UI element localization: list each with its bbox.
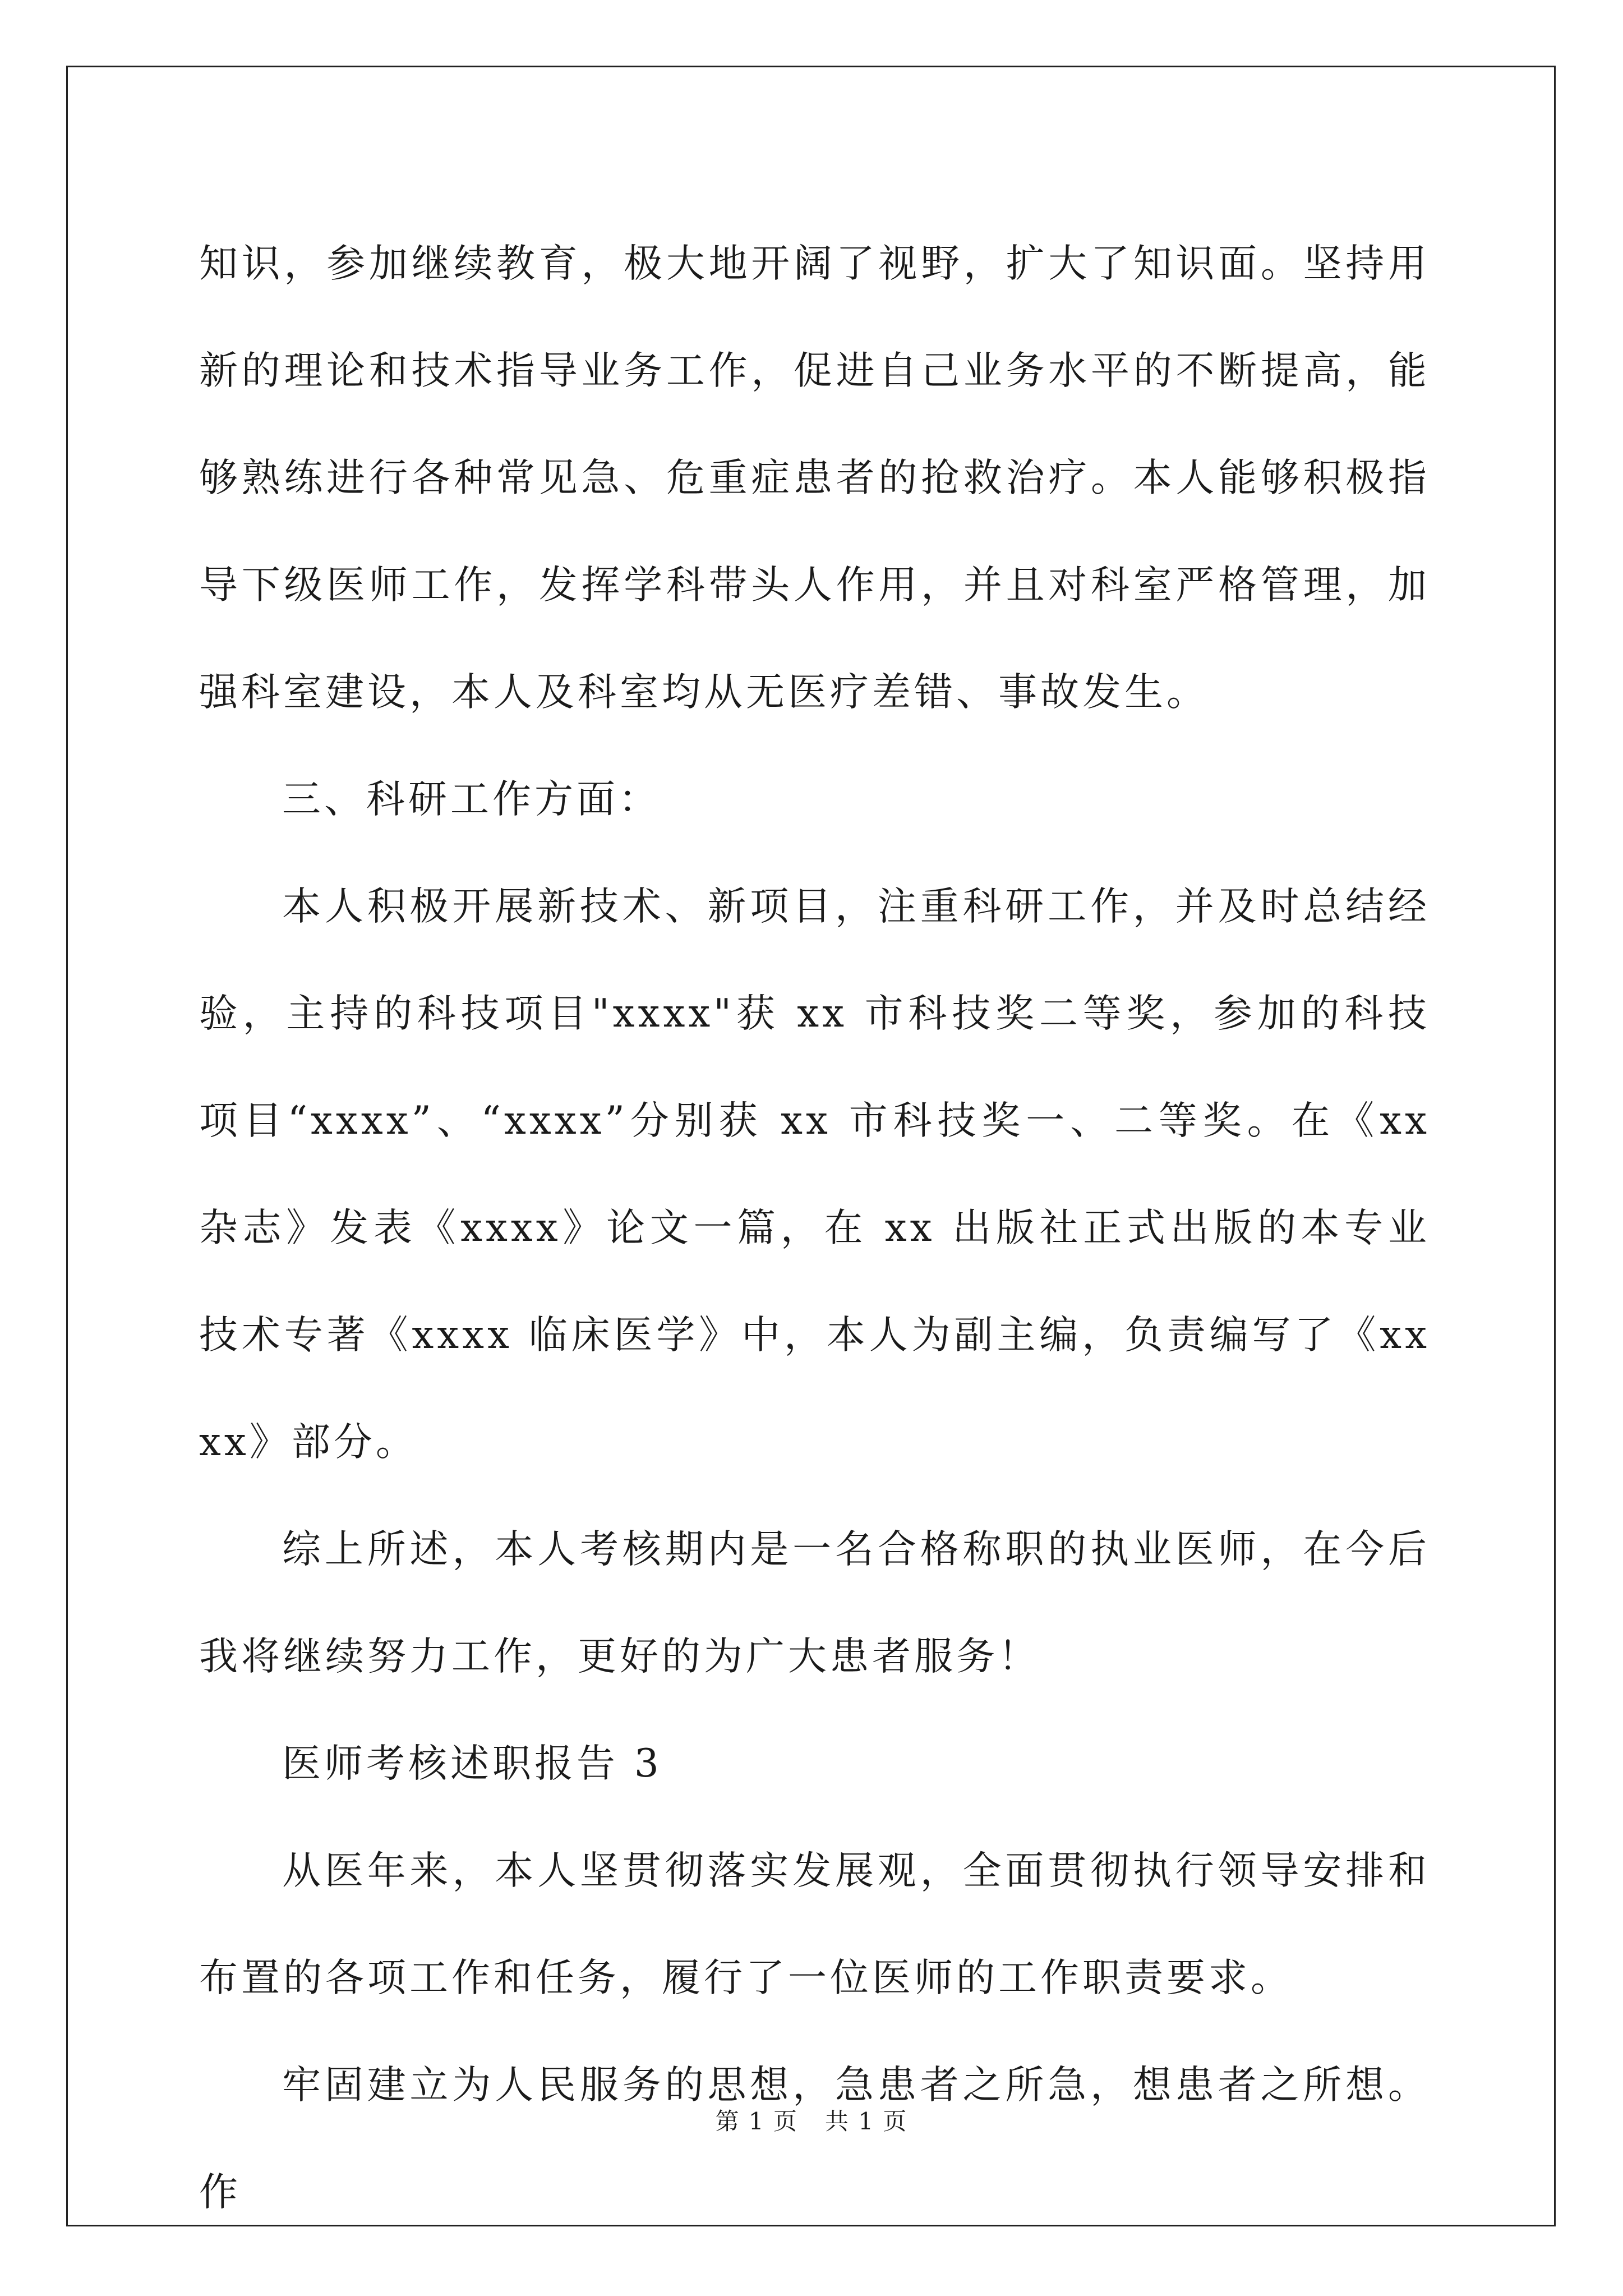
paragraph-service: 牢固建立为人民服务的思想，急患者之所急，想患者之所想。作 [199,2063,1430,2215]
paragraph-since-practice: 从医年来，本人坚贯彻落实发展观，全面贯彻执行领导安排和布置的各项工作和任务，履行了一位医师的工作职责要求。 [199,1848,1430,2000]
section-heading-research: 三、科研工作方面： [282,777,661,822]
page-footer [0,2105,1623,2138]
page-total: 共 1 页 [825,2108,908,2135]
paragraph-1: 知识，参加继续教育，极大地开阔了视野，扩大了知识面。坚持用新的理论和技术指导业务工作，促进自己业务水平的不断提高，能够熟练进行各种常见急、危重症患者的抢救治疗。本人能够积极指导下级医师工作，发挥学科带头人作用，并且对科室严格管理，加强科室建设，本人及科室均从无医疗差错、事故发生。 [199,241,1430,715]
page-number: 第 1 页 [715,2108,798,2135]
paragraph-summary: 综上所述，本人考核期内是一名合格称职的执业医师，在今后我将继续努力工作，更好的为广大患者服务！ [199,1527,1430,1679]
report-title-3: 医师考核述职报告 3 [282,1741,662,1786]
paragraph-research: 本人积极开展新技术、新项目，注重科研工作，并及时总结经验，主持的科技项目"xxxx"获 xx 市科技奖二等奖，参加的科技项目“xxxx”、“xxxx”分别获 xx 市科技奖一、二等奖。在《xx 杂志》发表《xxxx》论文一篇，在 xx 出版社正式出版的本专业技术专著《xxxx 临床医学》中，本人为副主编，负责编写了《xxxx》部分。 [199,884,1430,1465]
document-body [199,210,1430,2246]
